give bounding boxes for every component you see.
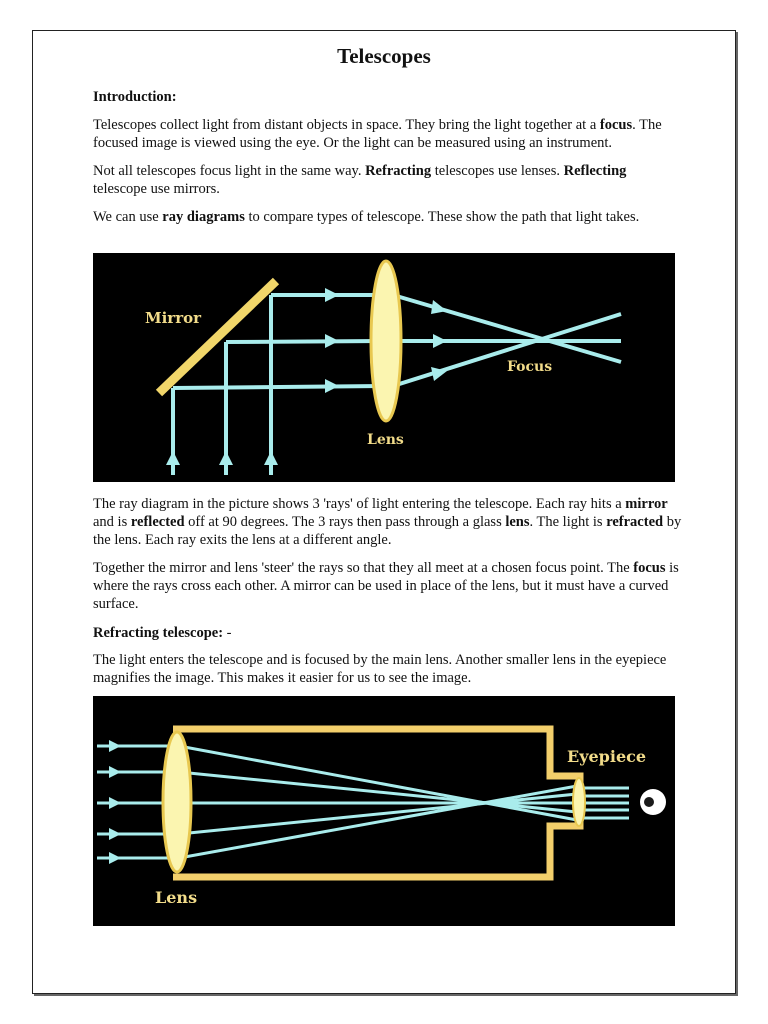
main-lens-shape xyxy=(163,732,191,872)
ray-diagram-mirror-lens xyxy=(93,253,675,482)
mirror-label: Mirror xyxy=(145,309,202,327)
eyepiece-label: Eyepiece xyxy=(567,747,647,766)
eyepiece-lens-shape xyxy=(573,778,585,826)
ray-2-horizontal xyxy=(226,341,383,342)
ray-arrows xyxy=(166,288,447,465)
eye-icon xyxy=(640,789,666,815)
ray-diagram-refracting-telescope xyxy=(93,696,675,926)
page-title: Telescopes xyxy=(337,44,431,68)
intro-paragraph-2: Not all telescopes focus light in the same way. Refracting telescopes use lenses. Reflecting telescope use mirrors. xyxy=(93,163,627,197)
lens-shape xyxy=(371,261,401,421)
refracting-heading: Refracting telescope: - xyxy=(93,625,232,641)
refracting-paragraph: The light enters the telescope and is focused by the main lens. Another smaller lens in the eyepiece magnifies the image. This makes it easier for us to see the image. xyxy=(93,652,667,686)
intro-paragraph-1: Telescopes collect light from distant objects in space. They bring the light together at a focus. The focused image is viewed using the eye. Or the light can be measured using an instrument. xyxy=(93,117,662,151)
explain-paragraph-1: The ray diagram in the picture shows 3 'rays' of light entering the telescope. Each ray hits a mirror and is reflected off at 90 degrees. The 3 rays then pass through a glass lens. The light is refracted by the lens. Each ray exits the lens at a different angle. xyxy=(93,496,682,548)
main-lens-label: Lens xyxy=(155,888,198,907)
lens-label: Lens xyxy=(367,432,404,448)
intro-paragraph-3: We can use ray diagrams to compare types of telescope. These show the path that light takes. xyxy=(93,209,640,225)
mirror-shape xyxy=(159,281,276,393)
explain-paragraph-2: Together the mirror and lens 'steer' the rays so that they all meet at a chosen focus point. The focus is where the rays cross each other. A mirror can be used in place of the lens, but it must have a curved surface. xyxy=(93,560,679,612)
ray-1-horizontal xyxy=(173,386,383,388)
focus-label: Focus xyxy=(507,359,553,375)
intro-heading: Introduction: xyxy=(93,89,177,105)
